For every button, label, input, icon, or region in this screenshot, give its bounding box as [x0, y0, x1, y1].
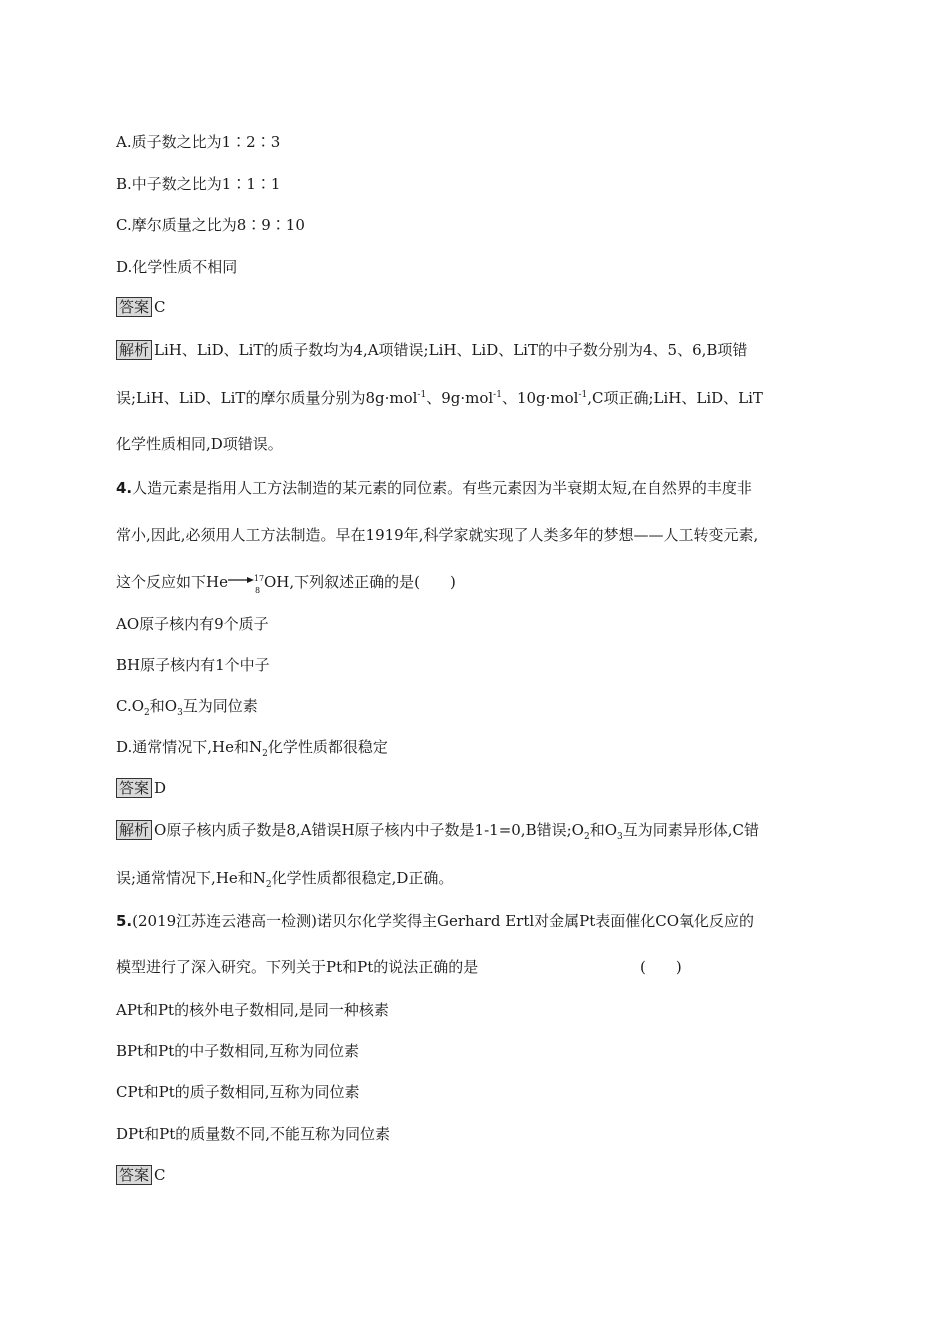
q4-stem-line-1 [116, 478, 752, 498]
subscript: 2 [265, 880, 272, 890]
q4-option-d-post: 化学性质都很稳定 [267, 738, 388, 756]
q4-stem-text-3a: 这个反应如下He [116, 573, 228, 591]
atomic-number: 8 [254, 586, 261, 595]
q4-option-c-post: 互为同位素 [182, 697, 258, 715]
exponent: -1 [578, 390, 588, 400]
exponent: -1 [493, 390, 502, 400]
q4-option-c-mid: 和O [149, 697, 178, 715]
q3-analysis-line-2 [116, 388, 763, 408]
q4-analysis-text-1c: 互为同素异形体,C错 [622, 821, 759, 839]
q4-option-d-pre: D.通常情况下,He和N [116, 738, 263, 756]
answer-tag: 答案 [116, 297, 152, 317]
q5-stem-line-2 [116, 957, 478, 977]
q5-stem-text-2: 模型进行了深入研究。下列关于Pt和Pt的说法正确的是 [116, 958, 479, 976]
q5-option-d: DPt和Pt的质量数不同,不能互称为同位素 [116, 1125, 391, 1143]
q3-answer-line [116, 297, 166, 317]
analysis-tag: 解析 [116, 820, 152, 840]
q4-stem-text-1: 人造元素是指用人工方法制造的某元素的同位素。有些元素因为半衰期太短,在自然界的丰度非 [132, 479, 752, 497]
q3-analysis-text-2c: 、10g·mol [501, 389, 579, 407]
q5-answer-paren: ( ) [640, 958, 682, 976]
q4-analysis-line-1 [116, 820, 759, 840]
q5-answer-line [116, 1165, 166, 1185]
q3-answer: C [154, 298, 166, 316]
q4-stem-text-3b: OH,下列叙述正确的是( ) [263, 573, 456, 591]
q5-number: 5. [116, 912, 133, 930]
q4-option-c [116, 696, 258, 716]
subscript: 2 [144, 708, 150, 718]
q4-analysis-text-2b: 化学性质都很稳定,D正确。 [271, 869, 454, 887]
q3-analysis-line-1 [116, 340, 747, 360]
subscript: 2 [583, 832, 590, 842]
exponent: -1 [417, 390, 427, 400]
q4-stem-line-3 [116, 572, 456, 595]
q3-option-b: B.中子数之比为1∶1∶1 [116, 175, 281, 193]
q5-stem-line-1 [116, 911, 754, 931]
q4-option-a: AO原子核内有9个质子 [116, 615, 269, 633]
answer-tag: 答案 [116, 1165, 152, 1185]
q4-analysis-text-1b: 和O [589, 821, 617, 839]
q4-answer-line [116, 778, 166, 798]
q4-analysis-line-2 [116, 868, 453, 888]
mass-number: 17 [253, 574, 265, 583]
q5-stem-text-1: (2019江苏连云港高一检测)诺贝尔化学奖得主Gerhard Ertl对金属Pt表面催化CO氧化反应的 [132, 912, 755, 930]
q4-number: 4. [116, 479, 133, 497]
q3-analysis-text-2a: 误;LiH、LiD、LiT的摩尔质量分别为8g·mol [116, 389, 418, 407]
q4-analysis-text-2a: 误;通常情况下,He和N [116, 869, 266, 887]
q4-analysis-text-1a: O原子核内质子数是8,A错误H原子核内中子数是1-1=0,B错误;O [154, 821, 584, 839]
isotope-notation [253, 573, 265, 595]
q3-analysis-text-2d: ,C项正确;LiH、LiD、LiT [587, 389, 763, 407]
analysis-tag: 解析 [116, 340, 152, 360]
q5-option-c: CPt和Pt的质子数相同,互称为同位素 [116, 1083, 360, 1101]
q4-stem-line-2: 常小,因此,必须用人工方法制造。早在1919年,科学家就实现了人类多年的梦想——人工转变元素, [116, 526, 759, 544]
q4-option-c-pre: C.O [116, 697, 145, 715]
answer-tag: 答案 [116, 778, 152, 798]
q3-analysis-line-3: 化学性质相同,D项错误。 [116, 435, 283, 453]
q3-option-a: A.质子数之比为1∶2∶3 [116, 133, 281, 151]
q3-analysis-text-2b: 、9g·mol [426, 389, 494, 407]
q3-option-d: D.化学性质不相同 [116, 258, 238, 276]
q3-option-c: C.摩尔质量之比为8∶9∶10 [116, 216, 305, 234]
q4-answer: D [154, 779, 167, 797]
q3-analysis-text-1: LiH、LiD、LiT的质子数均为4,A项错误;LiH、LiD、LiT的中子数分别为4、5、6,B项错 [154, 341, 748, 359]
q5-answer: C [154, 1166, 166, 1184]
subscript: 3 [617, 832, 623, 842]
q4-option-d [116, 737, 388, 757]
q4-option-b: BH原子核内有1个中子 [116, 656, 270, 674]
q5-option-b: BPt和Pt的中子数相同,互称为同位素 [116, 1042, 360, 1060]
q5-option-a: APt和Pt的核外电子数相同,是同一种核素 [116, 1001, 389, 1019]
reaction-arrow-icon [228, 575, 254, 585]
subscript: 3 [177, 708, 183, 718]
subscript: 2 [262, 749, 268, 759]
